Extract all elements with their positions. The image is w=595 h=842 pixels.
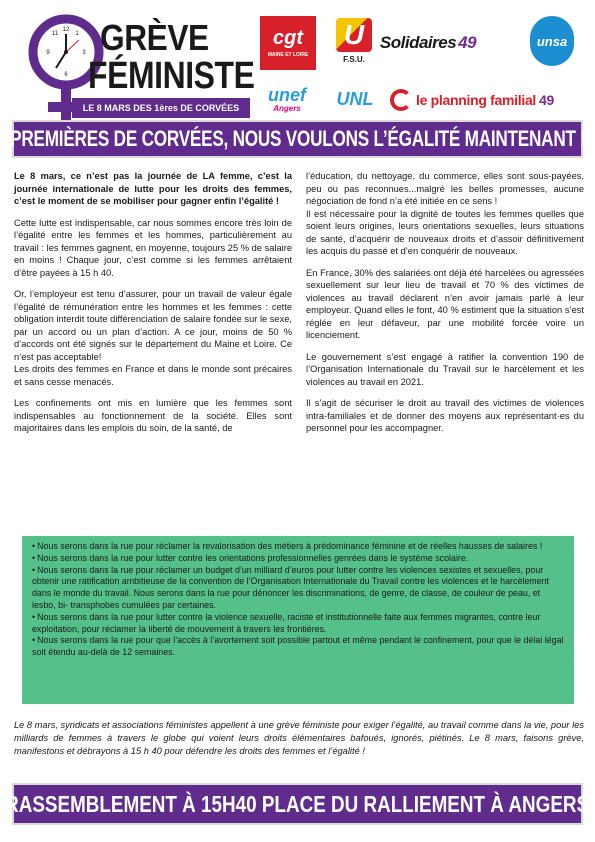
paragraph: Cette lutte est indispensable, car nous sommes encore très loin de l’égalité entre les femmes et les hommes, particulièrement au travail : les femmes gagnent, en moyenne, toujours 25 % de salaire en moins ! Chaque jour, c’est comme si les femmes arrêtaient d’être payées à 15 h 40.: [14, 217, 292, 278]
svg-text:1: 1: [75, 31, 79, 37]
paragraph: Il s’agit de sécuriser le droit au travail des victimes de violences intra-familiales et de donner des moyens aux représentant·es du personnel pour les accompagner.: [306, 398, 584, 433]
paragraph: Les droits des femmes en France et dans le monde sont précaires et sans cesse menacés.: [14, 364, 292, 387]
demand-text: Nous serons dans la rue pour lutter contre la violence sexuelle, raciste et institutionnelle faite aux femmes migrantes, contre leur exploitation, pour réclamer la liberté de mouvement à travers les frontières.: [32, 611, 541, 634]
demand-text: Nous serons dans la rue pour réclamer la revalorisation des métiers à prédominance féminine et de réelles hausses de salaires !: [37, 541, 543, 551]
left-column: [14, 170, 292, 444]
unef-logo-subtitle: Angers: [273, 104, 301, 113]
unef-logo: [262, 78, 312, 122]
svg-text:3: 3: [82, 50, 86, 56]
planning-familial-logo: [390, 80, 586, 120]
fsu-logo-mark: U: [336, 18, 372, 52]
right-column: [306, 170, 584, 444]
union-logos: [260, 14, 590, 134]
closing-statement: Le 8 mars, syndicats et associations féministes appellent à une grève féministe pour exiger l’égalité, au travail comme dans la vie, pour les milliards de femmes à travers le globe qui voient leurs droits élémentaires bafoués, ignorés, piétinés. Le 8 mars, faisons grève, manifestons et débrayons à 15 h 40 pour défendre les droits des femmes et l’égalité !: [14, 720, 584, 756]
cgt-logo: [260, 16, 316, 70]
bullet-icon: •: [32, 564, 36, 575]
unsa-logo-text: unsa: [536, 33, 568, 49]
poster-title-line-2: FÉMINISTE: [88, 55, 255, 97]
planning-logo-text: le planning familial: [416, 92, 537, 108]
svg-text:12: 12: [62, 27, 70, 33]
fsu-logo-text: F.S.U.: [343, 55, 365, 64]
unef-logo-text: unef: [268, 85, 306, 105]
solidaires-logo-number: 49: [458, 33, 477, 52]
headline-text: PREMIÈRES DE CORVÉES, NOUS VOULONS L’ÉGALITÉ MAINTENANT !: [9, 126, 586, 151]
unl-logo-text: UNL: [336, 88, 374, 109]
fsu-logo: [330, 14, 378, 68]
bullet-icon: •: [32, 552, 36, 563]
paragraph: Le gouvernement s’est engagé à ratifier la convention 190 de l’Organisation Internationale du Travail sur le harcèlement et les violences au travail en 2021.: [306, 351, 584, 387]
poster-title-line-1: GRÈVE: [100, 17, 209, 58]
svg-text:11: 11: [51, 31, 59, 37]
cgt-logo-text: cgt: [273, 26, 303, 49]
bullet-icon: •: [32, 635, 36, 646]
paragraph: Il est nécessaire pour la dignité de toutes les femmes quelles que soient leurs origines, leurs orientations sexuelles, leurs situations de santé, d’acquérir de nouveaux droits et d’assoir définitivement les acquis du passé et d’en conquérir de nouveaux.: [306, 208, 584, 256]
solidaires-logo: [379, 28, 477, 58]
planning-swirl-icon: [390, 89, 412, 111]
svg-text:6: 6: [64, 72, 68, 78]
paragraph: l’éducation, du nettoyage, du commerce, elles sont sous-payées, peu ou pas reconnues...malgré les belles promesses, aucune négociation de fond n’a été initiée en ce sens !: [306, 171, 584, 206]
demand-item: [32, 565, 566, 612]
planning-logo-number: 49: [539, 92, 555, 108]
paragraph: Or, l’employeur est tenu d’assurer, pour un travail de valeur égale l’égalité de rémunération entre les hommes et les femmes : cette obligation interdit toute différenciation de salaire fondée sur le sexe, par un accord ou un plan d’action. A ce jour, moins de 50 % d’accords ont été signés sur le département du Maine et Loire. Ce n’est pas acceptable!: [14, 289, 292, 362]
solidaires-logo-text: Solidaires: [379, 33, 457, 52]
demand-item: [32, 553, 566, 565]
demand-text: Nous serons dans la rue pour réclamer un budget d’un milliard d’euros pour lutter contre les violences sexistes et sexuelles, pour obtenir une ratification ambitieuse de la convention de l’Organisation Internationale du Travail contre les violences et le harcèlement dans le monde du travail. Nous serons dans la rue pour dénoncer les discriminations, de genre, de classe, de couleur de peau, et lesbo, bi- transphobes cumulées par certaines.: [32, 564, 550, 610]
demand-item: [32, 612, 566, 636]
demand-text: Nous serons dans la rue pour lutter contre les orientations professionnelles genrées dans le système scolaire.: [37, 552, 469, 563]
headline-banner: [9, 120, 586, 158]
cgt-logo-subtitle: MAINE ET LOIRE: [267, 51, 309, 58]
date-banner: LE 8 MARS DES 1ères DE CORVÉES: [72, 98, 250, 118]
bullet-icon: •: [32, 541, 36, 551]
demand-item: [32, 635, 566, 659]
unl-logo: [332, 84, 378, 114]
footer-text: RASSEMBLEMENT À 15H40 PLACE DU RALLIEMENT À ANGERS: [5, 790, 590, 817]
paragraph: Les confinements ont mis en lumière que les femmes sont indispensables au fonctionnement de la société. Elles sont majoritaires dans les emplois du soin, de la santé, de: [14, 398, 292, 433]
paragraph: En France, 30% des salariées ont déjà été harcelées ou agressées sexuellement sur leur lieu de travail et 70 % des victimes de violences au travail déclarent n’en avoir jamais parlé à leur employeur. Quand elles le font, 40 % estiment que la situation s’est réglée en leur défaveur, par une mobilité forcée voire un licenciement.: [306, 267, 584, 340]
footer-banner: [5, 783, 590, 825]
paragraph: Le 8 mars, ce n’est pas la journée de LA femme, c’est la journée internationale de lutte pour les droits des femmes, c’est le moment de se mobiliser pour gagner enfin l’égalité !: [14, 171, 292, 206]
bullet-icon: •: [32, 611, 36, 622]
unsa-logo: [530, 16, 574, 66]
demands-box: [22, 536, 574, 704]
demand-item: [32, 541, 566, 553]
svg-text:9: 9: [46, 50, 50, 56]
demand-text: Nous serons dans la rue pour que l’accès à l’avortement soit possible partout et même pendant le confinement, pour que le délai légal soit étendu au-delà de 12 semaines.: [32, 635, 564, 658]
